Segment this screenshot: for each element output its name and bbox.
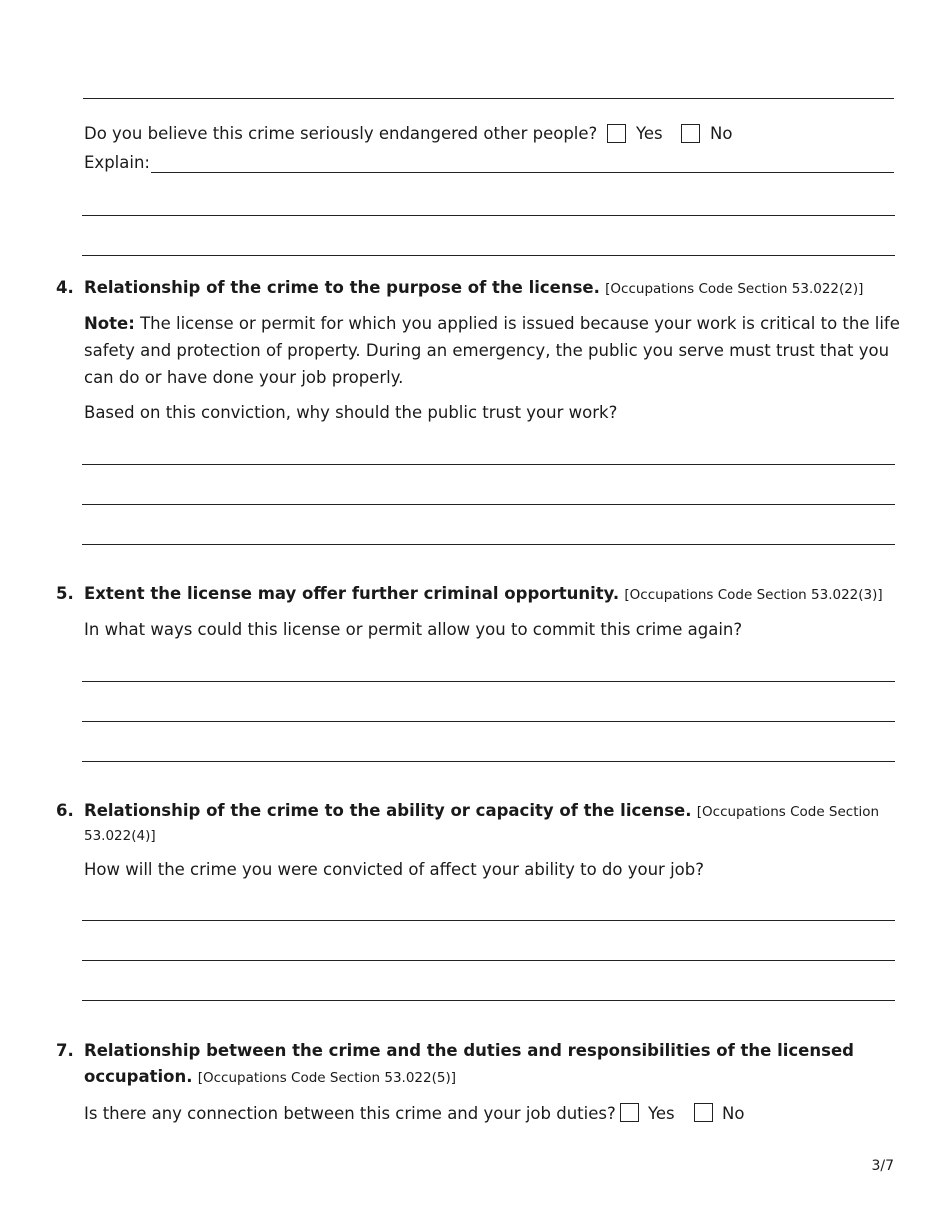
q7-yes-label: Yes — [648, 1104, 675, 1123]
q4-note-line1: The license or permit for which you applied is issued because your work is critical to the life — [134, 314, 900, 333]
q6-answer-line-2[interactable] — [82, 960, 895, 961]
q4-note-label: Note: — [84, 314, 135, 333]
explain-label: Explain: — [84, 153, 150, 172]
q4-answer-line-2[interactable] — [82, 504, 895, 505]
q6-code-ref-part1: [Occupations Code Section — [696, 804, 880, 820]
q5-answer-line-3[interactable] — [82, 761, 895, 762]
endangered-yes-label: Yes — [636, 124, 663, 143]
q6-answer-line-3[interactable] — [82, 1000, 895, 1001]
q5-heading-row — [84, 584, 883, 605]
q7-heading-line2: occupation. — [84, 1067, 193, 1086]
q6-heading-row — [84, 801, 879, 822]
q4-note — [84, 310, 899, 391]
q6-number: 6. — [56, 801, 74, 820]
endangered-yes-checkbox[interactable] — [607, 124, 626, 143]
q4-heading: Relationship of the crime to the purpose of the license. — [84, 278, 600, 297]
q4-note-line2: safety and protection of property. During an emergency, the public you serve must trust that you — [84, 341, 890, 360]
q7-question: Is there any connection between this crime and your job duties? — [84, 1104, 616, 1123]
q4-number: 4. — [56, 278, 74, 297]
endangered-question: Do you believe this crime seriously endangered other people? — [84, 124, 598, 143]
q4-answer-line-1[interactable] — [82, 464, 895, 465]
q6-code-ref-part2: 53.022(4)] — [84, 828, 156, 844]
q4-note-line3: can do or have done your job properly. — [84, 368, 404, 387]
q6-answer-line-1[interactable] — [82, 920, 895, 921]
q5-code-ref: [Occupations Code Section 53.022(3)] — [624, 587, 883, 603]
q6-question: How will the crime you were convicted of affect your ability to do your job? — [84, 860, 704, 879]
q7-yes-checkbox[interactable] — [620, 1103, 639, 1122]
q5-answer-line-2[interactable] — [82, 721, 895, 722]
q7-heading-row2 — [84, 1067, 456, 1088]
q5-heading: Extent the license may offer further criminal opportunity. — [84, 584, 620, 603]
endangered-no-checkbox[interactable] — [681, 124, 700, 143]
q7-heading-line1: Relationship between the crime and the duties and responsibilities of the licensed — [84, 1041, 854, 1060]
q4-question: Based on this conviction, why should the public trust your work? — [84, 403, 618, 422]
page-number: 3/7 — [871, 1158, 894, 1174]
q7-code-ref: [Occupations Code Section 53.022(5)] — [197, 1070, 456, 1086]
q6-heading: Relationship of the crime to the ability or capacity of the license. — [84, 801, 692, 820]
q4-heading-row — [84, 278, 863, 299]
answer-line-top[interactable] — [83, 98, 894, 99]
endangered-no-label: No — [710, 124, 733, 143]
q4-answer-line-3[interactable] — [82, 544, 895, 545]
q5-number: 5. — [56, 584, 74, 603]
explain-line-3[interactable] — [82, 255, 895, 256]
q7-number: 7. — [56, 1041, 74, 1060]
q7-no-checkbox[interactable] — [694, 1103, 713, 1122]
explain-input-line[interactable] — [151, 172, 894, 173]
q7-no-label: No — [722, 1104, 745, 1123]
q4-code-ref: [Occupations Code Section 53.022(2)] — [605, 281, 864, 297]
q5-question: In what ways could this license or permit allow you to commit this crime again? — [84, 620, 743, 639]
q5-answer-line-1[interactable] — [82, 681, 895, 682]
explain-line-2[interactable] — [82, 215, 895, 216]
